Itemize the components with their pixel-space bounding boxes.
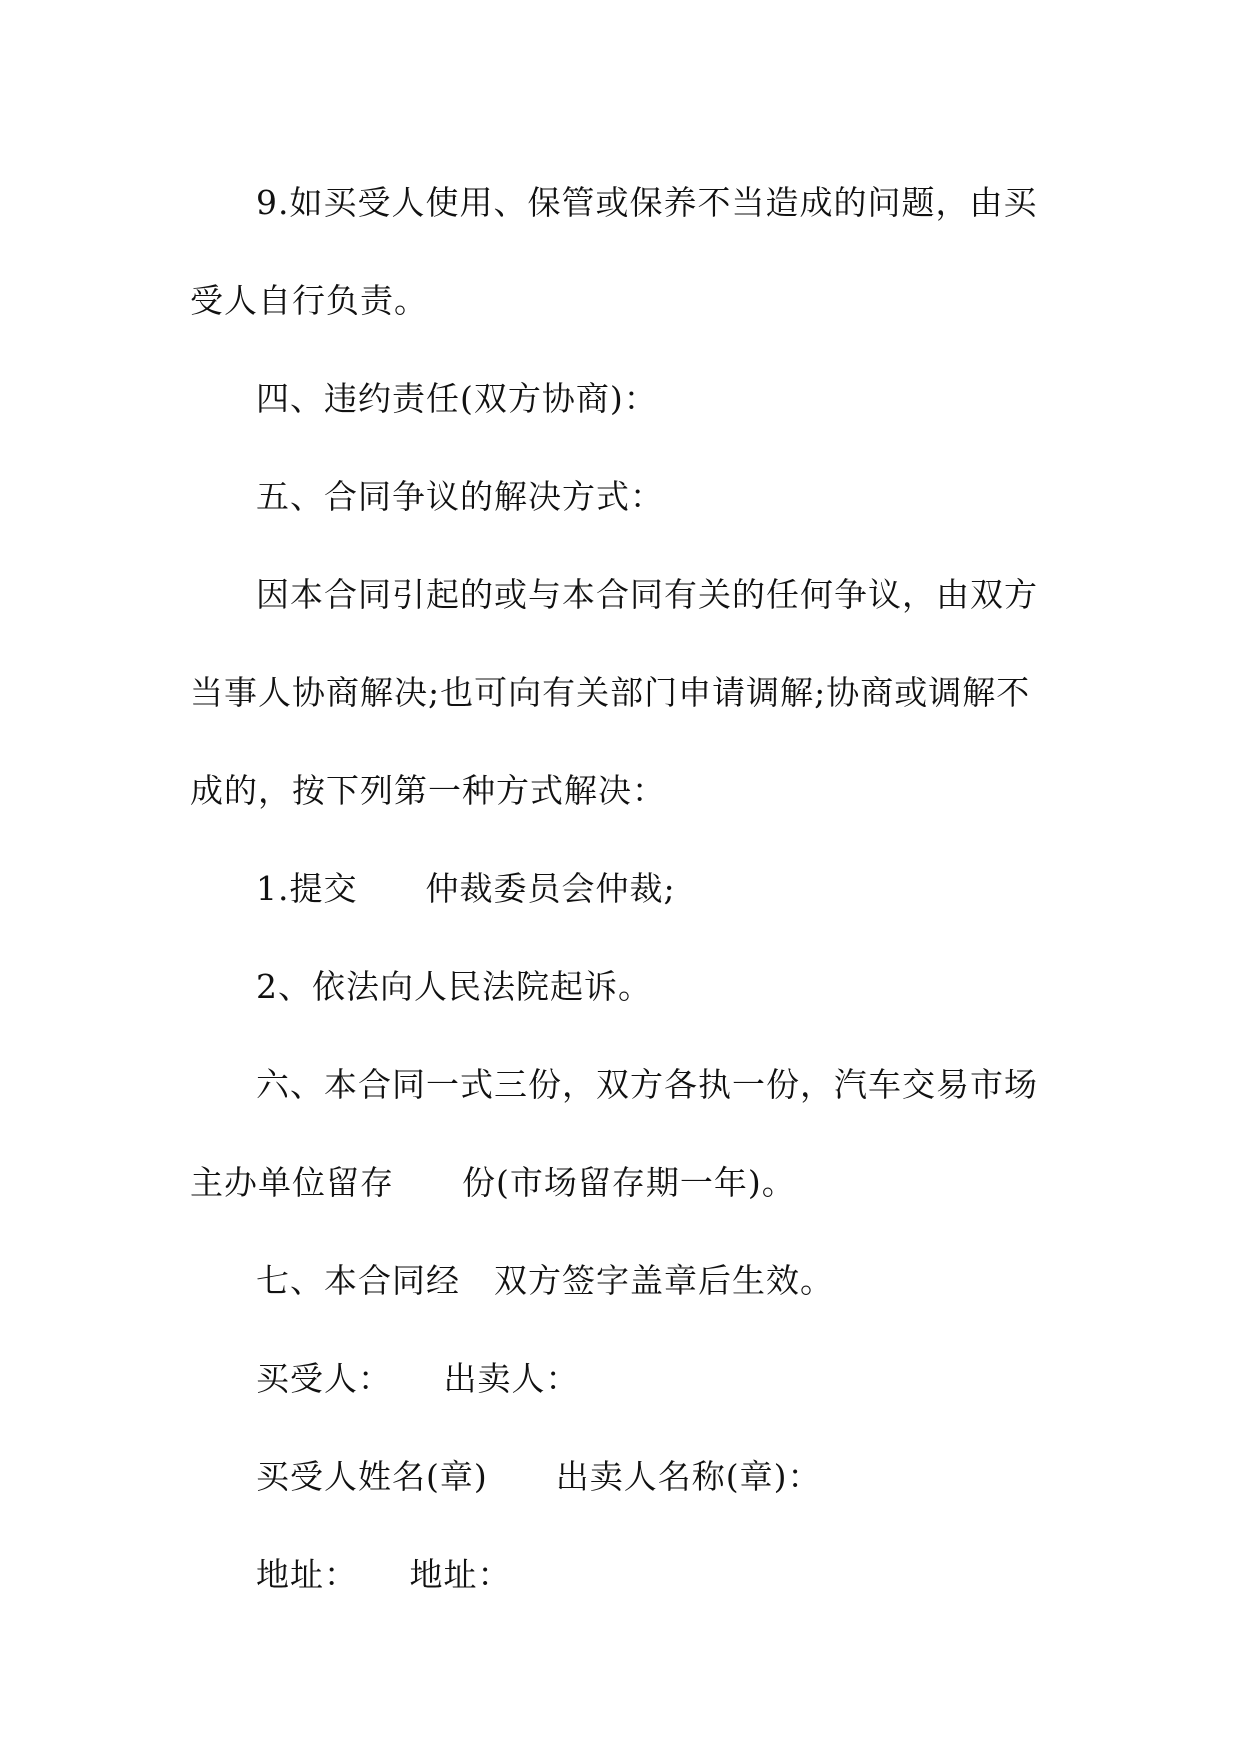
section-seven-heading: 七、本合同经 双方签字盖章后生效。 <box>256 1261 834 1300</box>
text-line-7: 成的，按下列第一种方式解决： <box>190 771 666 810</box>
option-one: 1.提交 仲裁委员会仲裁; <box>256 869 676 908</box>
text-line-11: 主办单位留存 份(市场留存期一年)。 <box>190 1163 796 1202</box>
parties-line: 买受人： 出卖人： <box>256 1359 580 1398</box>
text-line-1: 9.如买受人使用、保管或保养不当造成的问题，由买 <box>256 183 1038 222</box>
text-line-5: 因本合同引起的或与本合同有关的任何争议，由双方 <box>256 575 1038 614</box>
option-two: 2、依法向人民法院起诉。 <box>256 967 652 1006</box>
text-line-2: 受人自行负责。 <box>190 281 428 320</box>
address-line: 地址： 地址： <box>256 1555 512 1594</box>
names-line: 买受人姓名(章) 出卖人名称(章)： <box>256 1457 822 1496</box>
section-four-heading: 四、违约责任(双方协商)： <box>256 379 658 418</box>
section-six-heading: 六、本合同一式三份，双方各执一份，汽车交易市场 <box>256 1065 1038 1104</box>
section-five-heading: 五、合同争议的解决方式： <box>256 477 664 516</box>
text-line-6: 当事人协商解决;也可向有关部门申请调解;协商或调解不 <box>190 673 1031 712</box>
